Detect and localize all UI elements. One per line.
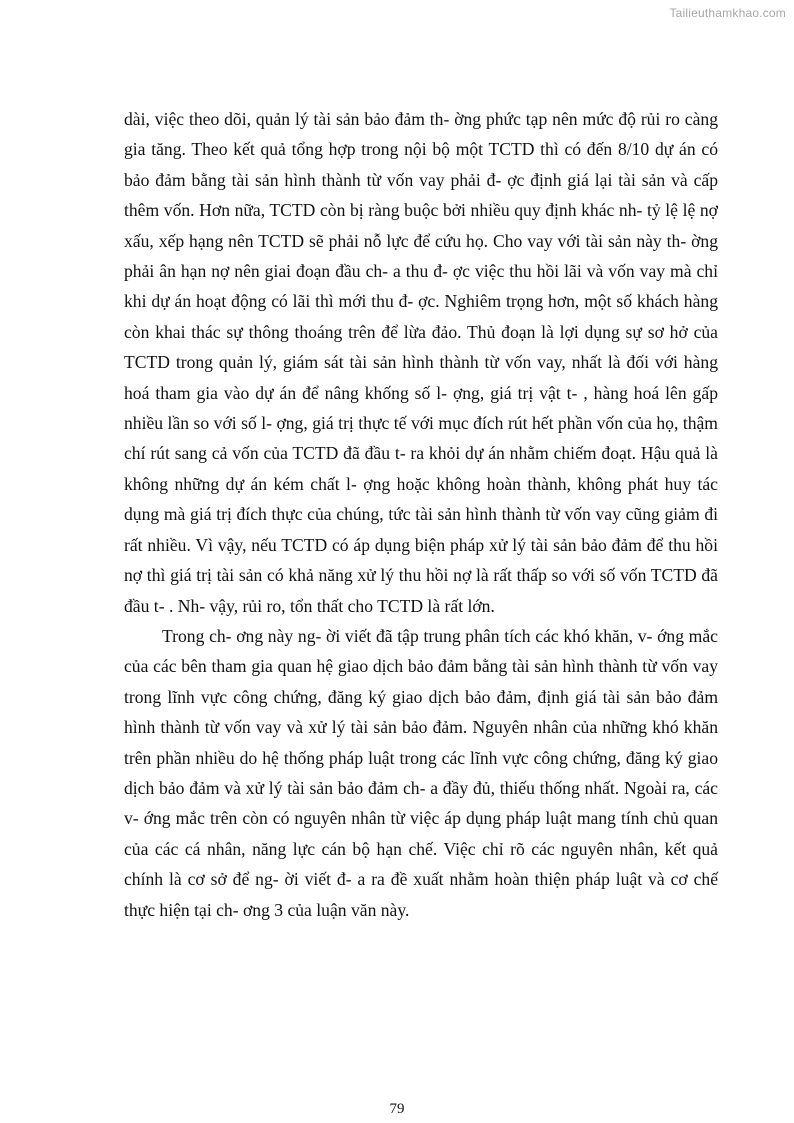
document-body	[124, 104, 718, 925]
page-number: 79	[389, 1101, 405, 1117]
paragraph-continuation: dài, việc theo dõi, quản lý tài sản bảo đảm th- ờng phức tạp nên mức độ rủi ro càng gia tăng. Theo kết quả tổng hợp trong nội bộ một TCTD thì có đến 8/10 dự án có bảo đảm bằng tài sản hình thành từ vốn vay phải đ- ợc định giá lại tài sản và cấp thêm vốn. Hơn nữa, TCTD còn bị ràng buộc bởi nhiều quy định khác nh- tỷ lệ lệ nợ xấu, xếp hạng nên TCTD sẽ phải nỗ lực để cứu họ. Cho vay với tài sản này th- ờng phải ân hạn nợ nên giai đoạn đầu ch- a thu đ- ợc việc thu hồi lãi và vốn vay mà chỉ khi dự án hoạt động có lãi thì mới thu đ- ợc. Nghiêm trọng hơn, một số khách hàng còn khai thác sự thông thoáng trên để lừa đảo. Thủ đoạn là lợi dụng sự sơ hở của TCTD trong quản lý, giám sát tài sản hình thành từ vốn vay, nhất là đối với hàng hoá tham gia vào dự án để nâng khống số l- ợng, giá trị vật t- , hàng hoá lên gấp nhiều lần so với số l- ợng, giá trị thực tế với mục đích rút hết phần vốn của họ, thậm chí rút sang cả vốn của TCTD đã đầu t- ra khỏi dự án nhằm chiếm đoạt. Hậu quả là không những dự án kém chất l- ợng hoặc không hoàn thành, không phát huy tác dụng mà giá trị đích thực của chúng, tức tài sản hình thành từ vốn vay cũng giảm đi rất nhiều. Vì vậy, nếu TCTD có áp dụng biện pháp xử lý tài sản bảo đảm để thu hồi nợ thì giá trị tài sản có khả năng xử lý thu hồi nợ là rất thấp so với số vốn TCTD đã đầu t- . Nh- vậy, rủi ro, tổn thất cho TCTD là rất lớn.	[124, 109, 718, 616]
watermark-text: Tailieuthamkhao.com	[669, 6, 786, 20]
paragraph-chapter-summary: Trong ch- ơng này ng- ời viết đã tập trung phân tích các khó khăn, v- ớng mắc của các bên tham gia quan hệ giao dịch bảo đảm bằng tài sản hình thành từ vốn vay trong lĩnh vực công chứng, đăng ký giao dịch bảo đảm, định giá tài sản bảo đảm hình thành từ vốn vay và xử lý tài sản bảo đảm. Nguyên nhân của những khó khăn trên phần nhiều do hệ thống pháp luật trong các lĩnh vực công chứng, đăng ký giao dịch bảo đảm và xử lý tài sản bảo đảm ch- a đầy đủ, thiếu thống nhất. Ngoài ra, các v- ớng mắc trên còn có nguyên nhân từ việc áp dụng pháp luật mang tính chủ quan của các cá nhân, năng lực cán bộ hạn chế. Việc chỉ rõ các nguyên nhân, kết quả chính là cơ sở để ng- ời viết đ- a ra đề xuất nhằm hoàn thiện pháp luật và cơ chế thực hiện tại ch- ơng 3 của luận văn này.	[124, 625, 718, 920]
